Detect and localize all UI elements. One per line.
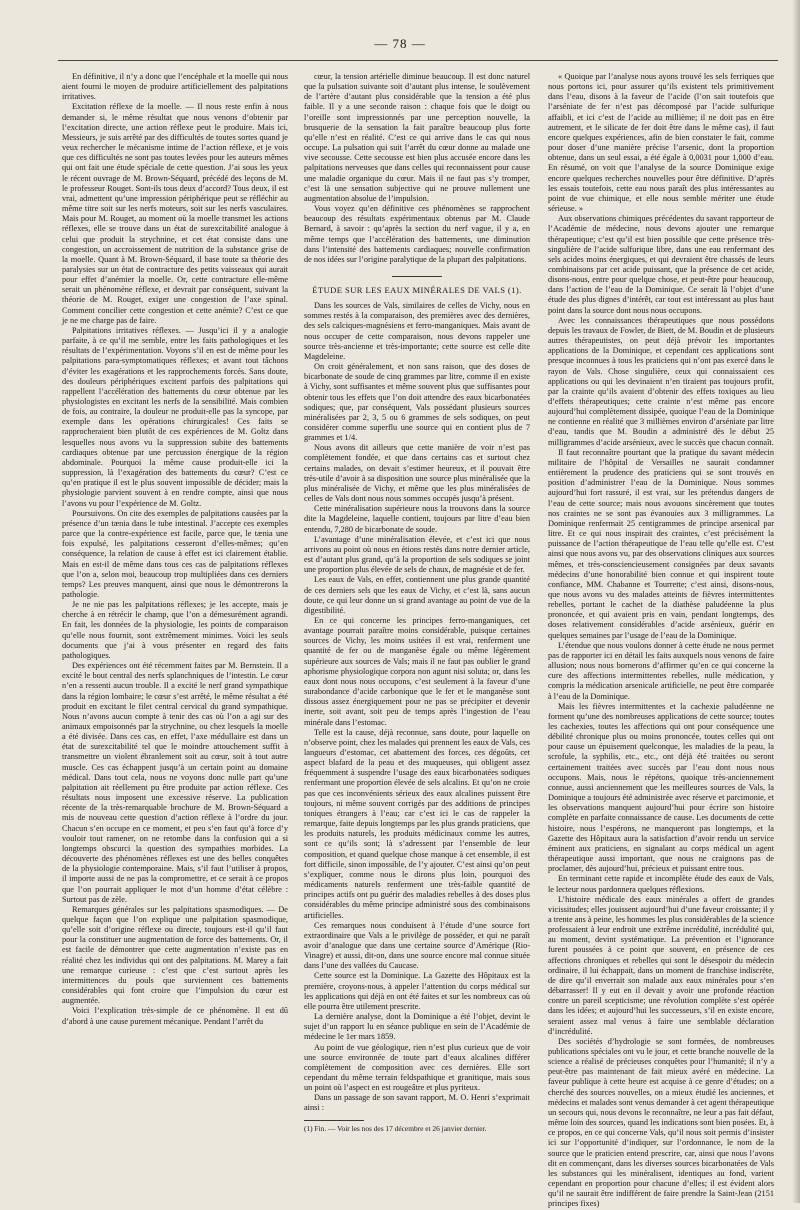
paragraph: Mais les fièvres intermittentes et la cachexie paludéenne ne forment qu’une des nombreuses applications de cette source; toutes les cachexies, toutes les affections qui ont pour conséquence une débilité chronique plus ou moins prononcée, toutes celles qui ont pour cause un épuisement quelconque, les maladies de la peau, la scrofule, la syphilis, etc., etc., ont déjà été traitées ou seront certainement traitées avec succès par l’eau dont nous nous occupons. Mais, nous le répétons, quoique très-anciennement connue, aussi anciennement que les meilleures sources de Vals, la Dominique a toujours été administrée avec réserve et parcimonie, et les observations manquent aujourd’hui pour écrire son histoire complète en parfaite connaissance de cause. Les documents de cette histoire, nous l’espérons, ne manqueront pas longtemps, et la Gazette des Hôpitaux aura la satisfaction d’avoir rendu un service éminent aux praticiens, en signalant au corps médical un agent thérapeutique aussi important, que nous ne craignons pas de proclamer, dès aujourd’hui, précieux et puissant entre tous. xyxy=(548,701,774,874)
paragraph: Je ne nie pas les palpitations réflexes; je les accepte, mais je cherche à en rétrécir le champ, que l’on a démesurément agrandi. En fait, les données de la physiologie, les points de comparaison qu’elle nous fournit, sont extrêmement minimes. Voici les seuls documents que j’ai à vous présenter en regard des faits pathologiques. xyxy=(62,600,288,660)
paragraph: Aux observations chimiques précédentes du savant rapporteur de l’Académie de médecine, nous devons ajouter une remarque thérapeutique; c’est qu’il est bien possible que cette présence très-singulière de l’acide sulfurique libre, dans une eau renfermant des sels acides moins énergiques, et qui devraient être chassés de leurs combinaisons par cet acide puissant, que la présence de cet acide, disons-nous, entre pour quelque chose, et peut-être pour beaucoup, dans l’action de l’eau de la Dominique. Ce serait là l’objet d’une étude des plus dignes d’intérêt, car tout est intéressant au plus haut point dans la source dont nous nous occupons. xyxy=(548,214,774,315)
paragraph: « Quoique par l’analyse nous ayons trouvé les sels ferriques que nous portons ici, pour assurer qu’ils existent tels primitivement dans l’eau, disons à la faveur de l’acide (l’on sait toutefois que l’arséniate de fer n’est pas décomposé par l’acide sulfurique affaibli, et ici c’est de l’acide au millième; il ne doit pas en être autrement, et le silicate de fer doit être dans le même cas), il faut encore quelques expériences, afin de bien constater le fait, comme pour doser d’une manière précise l’arsenic, dont la proportion obtenue, dans un seul essai, a été égale à 0,0031 pour 1,000 d’eau. En résumé, on voit que l’analyse de la source Dominique exige encore quelques recherches nouvelles pour être définitive. D’après les essais toutefois, cette eau nous paraît des plus intéressantes au point de vue chimique, et elle nous semble mériter une étude sérieuse. » xyxy=(548,72,774,214)
column-left xyxy=(62,72,288,1187)
paragraph: L’avantage d’une minéralisation élevée, et c’est ici que nous arrivons au point où nous en étions restés dans notre dernier article, est d’autant plus grand, qu’à la proportion de sels sodiques se joint une proportion plus élevée de sels de chaux, de magnésie et de fer. xyxy=(304,534,530,575)
paragraph: En définitive, il n’y a donc que l’encéphale et la moelle qui nous aient fourni le moyen de produire artificiellement des palpitations irritatives. xyxy=(62,72,288,102)
paragraph: Palpitations irritatives réflexes. — Jusqu’ici il y a analogie parfaite, à ce qu’il me semble, entre les faits pathologiques et les résultats de l’expérimentation. Voyons s’il en est de même pour les palpitations para-symptomatiques réflexes; et avant tout tâchons d’éviter les exagérations et les rapprochements forcés. Sans doute, des douleurs périphériques excitent parfois des palpitations qui rappellent l’accélération des battements du cœur obtenue par les physiologistes en excitant les nerfs de la sensibilité. Mais combien de fois, au contraire, la douleur ne produit-elle pas la syncope, par exemple dans les opérations chirurgicales! Ces faits se rapprocheraient bien plutôt de ces expériences de M. Goltz dans lesquelles nous avons vu la suppression subite des battements cardiaques obtenue par une percussion énergique de la région abdominale. Pourquoi la même cause produit-elle ici la suppression, là l’exagération des battements du cœur? C’est ce qu’en pratique il est le plus souvent impossible de décider; mais la physiologie parvient souvent à en rendre compte, ainsi que nous l’avons vu pour l’expérience de M. Goltz. xyxy=(62,325,288,508)
paragraph: Cette source est la Dominique. La Gazette des Hôpitaux est la première, croyons-nous, à appeler l’attention du corps médical sur les applications qui déjà en ont été faites et sur les nombreux cas où elle pourra être utilement prescrite. xyxy=(304,971,530,1011)
paragraph: Telle est la cause, déjà reconnue, sans doute, pour laquelle on n’observe point, chez les malades qui prennent les eaux de Vals, ces langueurs d’estomac, cet abattement des forces, ces dégoûts, cet aspect blafard de la peau et des muqueuses, qui obligent assez fréquemment à suspendre l’usage des eaux bicarbonatées sodiques renfermant une proportion élevée de sels alcalins. Et qu’on ne croie pas que ces inconvénients sérieux des eaux alcalines puissent être toujours, ni même souvent corrigés par des additions de principes toniques étrangers à l’eau; car c’est ici le cas de rappeler la remarque, faite depuis longtemps par les plus grands praticiens, que les produits naturels, les produits médicinaux comme les autres, sont ce qu’ils sont; là s’adressent par l’ensemble de leur composition, et quand quelque chose manque à cet ensemble, il est fort difficile, sinon impossible, de l’y ajouter. C’est ainsi qu’on peut s’expliquer, comme nous le dirons plus loin, pourquoi des médicaments naturels renferment une très-faible quantité de principes actifs ont pu guérir des maladies rebelles à des doses plus considérables du même principe administré sous des combinaisons artificielles. xyxy=(304,727,530,920)
paragraph: La dernière analyse, dont la Dominique a été l’objet, devint le sujet d’un rapport lu en séance publique en sein de l’Académie de médecine le 1er mars 1859. xyxy=(304,1012,530,1042)
paragraph: Des sociétés d’hydrologie se sont formées, de nombreuses publications spéciales ont vu le jour, et cette branche nouvelle de la science a réalisé de précieuses conquêtes pour l’humanité; il n’y a peut-être pas maintenant de fait mieux avéré en médecine. La faveur publique à cette heure est acquise à ce genre d’études; on a cherché des sources nouvelles, on a mieux étudié les anciennes, et médecins et malades sont venus demander à cet agent thérapeutique un secours qui, nous devons le reconnaître, ne leur a pas fait défaut, même loin des sources, quand les indications sont bien posées. Et, à ce propos, en ce qui concerne Vals, qu’il nous soit permis d’insister ici sur l’opportunité d’indiquer, sur l’ordonnance, le nom de la source que le praticien entend prescrire, car, ainsi que nous l’avons dit en commençant, dans les diverses sources bicarbonatées de Vals les substances qui les minéralisent, identiques au fond, varient cependant en proportion pour chacune d’elles; il est évident alors qu’il ne saurait être indifférent de faire prendre la Saint-Jean (2151 principes fixes) xyxy=(548,1036,774,1209)
paragraph: Il faut reconnaître pourtant que la pratique du savant médecin militaire de l’hôpital de Versailles ne saurait condamner entièrement la prudence des praticiens qui se sont trouvés en position d’administrer l’eau de la Dominique. Nous sommes aujourd’hui fort rassuré, il est vrai, sur les prétendus dangers de l’eau de cette source; mais nous avouons sincèrement que toutes nos craintes ne se sont pas évanouies aux 3 milligrammes. La Dominique renfermait 25 centigrammes de principe arsenical par litre. Et ce qui nous inspirait des craintes, c’est précisément la puissance de l’action thérapeutique de l’eau telle qu’elle est. C’est ainsi que nous avons vu, par des observations cliniques aux sources mêmes, et très-consciencieusement consignées par deux savants médecins d’une honorabilité bien connue et qui inspirent toute confiance, MM. Chabanne et Tourrette; c’est ainsi, disons-nous, que nous avons vu des malades atteints de fièvres intermittentes rebelles, portant le cachet de la diathèse paludéenne la plus prononcée, et qui avaient pris en vain, pendant longtemps, des doses relativement considérables d’acide arsénieux, guérir en quelques semaines par l’usage de l’eau de la Dominique. xyxy=(548,447,774,640)
paragraph: Ces remarques nous conduisent à l’étude d’une source fort extraordinaire que Vals a le privilège de posséder, et qui ne paraît avoir d’analogue que dans une certaine source d’Amérique (Rio-Vinagre) et aussi, dit-on, dans une source encore mal connue située dans l’une des vallées du Caucase. xyxy=(304,920,530,971)
paragraph: L’étendue que nous voulons donner à cette étude ne nous permet pas de rapporter ici en détail les faits auxquels nous venons de faire allusion; nous nous bornerons d’affirmer qu’en ce qui concerne la cure des affections intermittentes rebelles, nulle médication, y compris la médication arsenicale artificielle, ne peut être comparée à l’eau de la Dominique. xyxy=(548,640,774,701)
column-right xyxy=(548,72,775,1209)
paragraph: Les eaux de Vals, en effet, contiennent une plus grande quantité de ces derniers sels que les eaux de Vichy, et c’est là, sans aucun doute, ce qui leur donne un si grand avantage au point de vue de la digestibilité. xyxy=(304,575,530,615)
paragraph: Dans les sources de Vals, similaires de celles de Vichy, nous en sommes restés à la comparaison, des premières avec des dernières, des sels calciques-magnésiens et ferro-manganiques. Mais avant de nous occuper de cette comparaison, nous devons rappeler une source très-ancienne et très-importante; cette source est celle dite Magdeleine. xyxy=(304,301,530,361)
paragraph: Nous avons dit ailleurs que cette manière de voir n’est pas complètement fondée, et que dans certains cas et surtout chez certains malades, on devait s’estimer heureux, et il pouvait être très-utile d’avoir à sa disposition une source plus minéralisée que la plus minéralisée de Vichy, et même que les plus minéralisées de celles de Vals dont nous nous sommes occupés jusqu’à présent. xyxy=(304,443,530,504)
paragraph: En terminant cette rapide et incomplète étude des eaux de Vals, le lecteur nous pardonnera quelques réflexions. xyxy=(548,874,774,894)
paragraph: Au point de vue géologique, rien n’est plus curieux que de voir une source environnée de toute part d’eaux alcalines différer complètement de composition avec ces dernières. Elle sort cependant du même terrain feldspathique et granitique, mais sous un point où l’aspect en est rougeâtre et plus pyriteux. xyxy=(304,1042,530,1093)
paragraph: Cette minéralisation supérieure nous la trouvons dans la source dite la Magdeleine, laquelle contient, toujours par litre d’eau bien entendu, 7,280 de bicarbonate de soude. xyxy=(304,504,530,534)
paragraph: L’histoire médicale des eaux minérales a offert de grandes vicissitudes; elles jouissent aujourd’hui d’une faveur croissante; il y a trente ans à peine, les hommes les plus considérables de la science professaient à leur endroit une extrême incrédulité, incrédulité qui, au moment, devint systématique. La prévention et l’ignorance furent poussées à ce point que souvent, en présence de ces affections chroniques et rebelles qui sont le désespoir du médecin ordinaire, il lui échappait, dans un moment de franchise indiscrète, de dire qu’il enverrait son malade aux eaux minérales pour s’en débarrasser! Il y eut en il devait y avoir une profonde réaction contre un pareil scepticisme; une révolution complète s’est opérée dans les idées; et aujourd’hui les successeurs, s’il en existe encore, seraient assez mal venus à faire une semblable déclaration d’incrédulité. xyxy=(548,894,775,1036)
paragraph: cœur, la tension artérielle diminue beaucoup. Il est donc naturel que la pulsation suivante soit d’autant plus intense, le soulèvement de l’artère d’autant plus considérable que la tension a été plus faible. Il y a une seconde raison : chaque fois que le doigt ou l’oreille sont impressionnés par une perception nouvelle, la brusquerie de la sensation la fait paraître beaucoup plus forte qu’elle n’est en réalité. C’est ce qui arrive dans le cas qui nous occupe. La pulsation qui suit l’arrêt du cœur donne au malade une vive secousse. Cette secousse est bien plus accusée encore dans les palpitations nerveuses que dans celles qui reconnaissent pour cause une maladie organique du cœur. Mais il ne faut pas s’y tromper, c’est là une sensation subjective qui ne prouve nullement une augmentation absolue de l’impulsion. xyxy=(304,72,530,203)
paragraph: Des expériences ont été récemment faites par M. Bernstein. Il a excité le bout central des nerfs splanchniques de l’intestin. Le cœur n’en a ressenti aucun trouble. Il a excité le nerf grand sympathique dans la région lombaire; le cœur s’est arrêté, le même résultat a été produit en excitant le filet central cervical du grand sympathique. Nous n’avons aucun compte à tenir des cas où l’on a agi sur des animaux empoisonnés par la strychnine, ou chez lesquels la moelle a été divisée. Dans ces cas, en effet, l’axe médullaire est dans un état de surexcitabilité tel que le moindre attouchement suffit à transmettre un violent ébranlement soit au cœur, soit à tout autre muscle. Ces cas échappent jusqu’à un certain point au domaine médical. Dans tout cela, nous ne voyons donc nulle part qu’une palpitation ait réellement pu être produite par action réflexe. Ces résultats nous imposent une excessive réserve. La publication récente de la très-remarquable brochure de M. Brown-Séquard a mis de nouveau cette question d’action réflexe à l’ordre du jour. Chacun s’en occupe en ce moment, et peu s’en faut qu’à force d’y vouloir tout ramener, on ne retombe dans la confusion qui a si longtemps obscurci la question des sympathies morbides. La découverte des phénomènes réflexes est une des belles conquêtes de la physiologie contemporaine. Mais, s’il faut l’utiliser à propos, il importe aussi de ne pas la compromettre, et ce serait à ce propos que l’on pourrait appliquer le mot d’un homme d’état célèbre : Surtout pas de zèle. xyxy=(62,661,288,904)
paragraph: On croit généralement, et non sans raison, que des doses de bicarbonate de soude de cinq grammes par litre, comme il en existe à Vichy, sont suffisantes et même souvent plus que suffisantes pour obtenir tous les effets que l’on doit attendre des eaux bicarbonatées sodiques; que, par conséquent, Vals possédant plusieurs sources minéralisées par 2, 3, 5 ou 6 grammes de sels sodiques, on peut considérer comme superflu une source qui en contient plus de 7 grammes et 1/4. xyxy=(304,362,530,443)
paragraph: Avec les connaissances thérapeutiques que nous possédons depuis les travaux de Fowler, de Biett, de M. Boudin et de plusieurs autres thérapeutistes, on peut déjà prévoir les importantes applications de la Dominique, et cependant ces applications sont presque inconnues à tous les praticiens qui n’ont pas exercé dans le rayon de Vals. Chose singulière, ceux qui connaissaient ces applications ou qui les devinaient n’en tiraient pas toujours profit, par la crainte qu’ils avaient d’obtenir des effets toxiques au lieu d’effets thérapeutiques; cette crainte n’est même pas encore aujourd’hui complètement dissipée, quoique l’eau de la Dominique ne contienne en réalité que 3 millièmes environ d’arséniate par litre d’eau, tandis que M. Boudin a administré dès le début 25 milligrammes d’acide arsénieux, avec le succès que chacun connaît. xyxy=(548,315,774,447)
paragraph: Poursuivons. On cite des exemples de palpitations causées par la présence d’un tænia dans le tube intestinal. J’accepte ces exemples parce que la contre-expérience est facile, parce que, le tænia une fois expulsé, les palpitations cesseront d’elles-mêmes; qu’en conséquence, la relation de cause à effet est ici clairement établie. Mais en est-il de même dans tous ces cas de palpitations réflexes que l’on a, selon moi, beaucoup trop multipliées dans ces derniers temps? Les preuves manquent, ainsi que nous le démontrerons la pathologie. xyxy=(62,508,288,599)
paragraph: Voici l’explication très-simple de ce phénomène. Il est dû d’abord à une cause purement mécanique. Pendant l’arrêt du xyxy=(62,1006,288,1026)
paragraph: Vous voyez qu’en définitive ces phénomènes se rapprochent beaucoup des résultats expérimentaux obtenus par M. Claude Bernard, à savoir : qu’après la section du nerf vague, il y a, en même temps que l’accélération des battements, une diminution dans l’intensité des battements cardiaques; nouvelle confirmation de nos idées sur l’origine paralytique de la plupart des palpitations. xyxy=(304,204,530,264)
page-edge-shadow xyxy=(792,0,800,1203)
paragraph: En ce qui concerne les principes ferro-manganiques, cet avantage pourrait paraître moins considérable, puisque certaines sources de Vichy, les moins usitées il est vrai, renferment une quantité de fer ou de manganèse égale ou même légèrement supérieure aux sources de Vals; mais il ne faut pas oublier le grand aphorisme physiologique corpora non agunt nisi soluta; or, dans les eaux dont nous nous occupons, c’est seulement à la faveur d’une surabondance d’acide carbonique que le fer et le manganèse sont dissous assez énergiquement pour ne pas se précipiter et devenir inerte, soit avant, soit peu de temps après l’ingestion de l’eau minérale dans l’estomac. xyxy=(304,615,530,727)
paragraph: Excitation réflexe de la moelle. — Il nous reste enfin à nous demander si, le même résultat que nous venons d’obtenir par l’excitation directe, une action réflexe peut le produire. Mais ici, Messieurs, je suis arrêté par des difficultés de toutes sortes quand je veux rechercher le mécanisme intime de l’action réflexe, et je vois que ces difficultés ne sont pas toutes levées pour les auteurs mêmes qui ont fait une étude spéciale de cette question. J’ai sous les yeux le récent ouvrage de M. Brown-Séquard, précédé des leçons de M. le professeur Rouget. Sont-ils tous deux d’accord? Tous deux, il est vrai, admettent qu’une impression périphérique peut se réfléchir au même titre soit sur les nerfs moteurs, soit sur les nerfs vasculaires. Mais pour M. Rouget, au moment où la moelle transmet les actions réflexes, elle se trouve dans un état de surexcitabilité analogue à celui que produit la strychnine, et cet état consiste dans une congestion, un accroissement de nutrition de la substance grise de la moelle. Quant à M. Brown-Séquard, il base toute sa théorie des paralysies sur un état de contracture des petits vaisseaux qui aurait pour effet d’anémier la moelle. Or, cette contracture elle-même serait un phénomène réflexe, et devrait par conséquent, suivant la théorie de M. Rouget, exiger une congestion de l’axe spinal. Comment concilier cette congestion et cette anémie? C’est ce que je ne me charge pas de faire. xyxy=(62,102,288,325)
section-heading: ÉTUDE SUR LES EAUX MINÉRALES DE VALS (1). xyxy=(312,284,522,295)
page-number: — 78 — xyxy=(374,36,426,51)
paragraph: Dans un passage de son savant rapport, M. O. Henri s’exprimait ainsi : xyxy=(304,1093,530,1113)
section-ornament xyxy=(304,271,530,277)
column-middle xyxy=(304,72,530,1187)
footnote: (1) Fin. — Voir les nos des 17 décembre et 26 janvier dernier. xyxy=(304,1123,487,1133)
footnote-rule xyxy=(304,1120,364,1121)
paragraph: Remarques générales sur les palpitations spasmodiques. — De quelque façon que l’on explique une palpitation spasmodique, qu’elle soit d’origine réflexe ou directe, toujours est-il qu’il faut pour la constituer une augmentation de force des battements. Or, il est facile de démontrer que cette augmentation n’existe pas en réalité chez les individus qui ont des palpitations. M. Marey a fait une remarque curieuse : c’est que c’est surtout après les intermittences du pouls que surviennent ces battements considérables qui font croire que l’impulsion du cœur est augmentée. xyxy=(62,904,288,1006)
header-rule xyxy=(58,60,778,61)
